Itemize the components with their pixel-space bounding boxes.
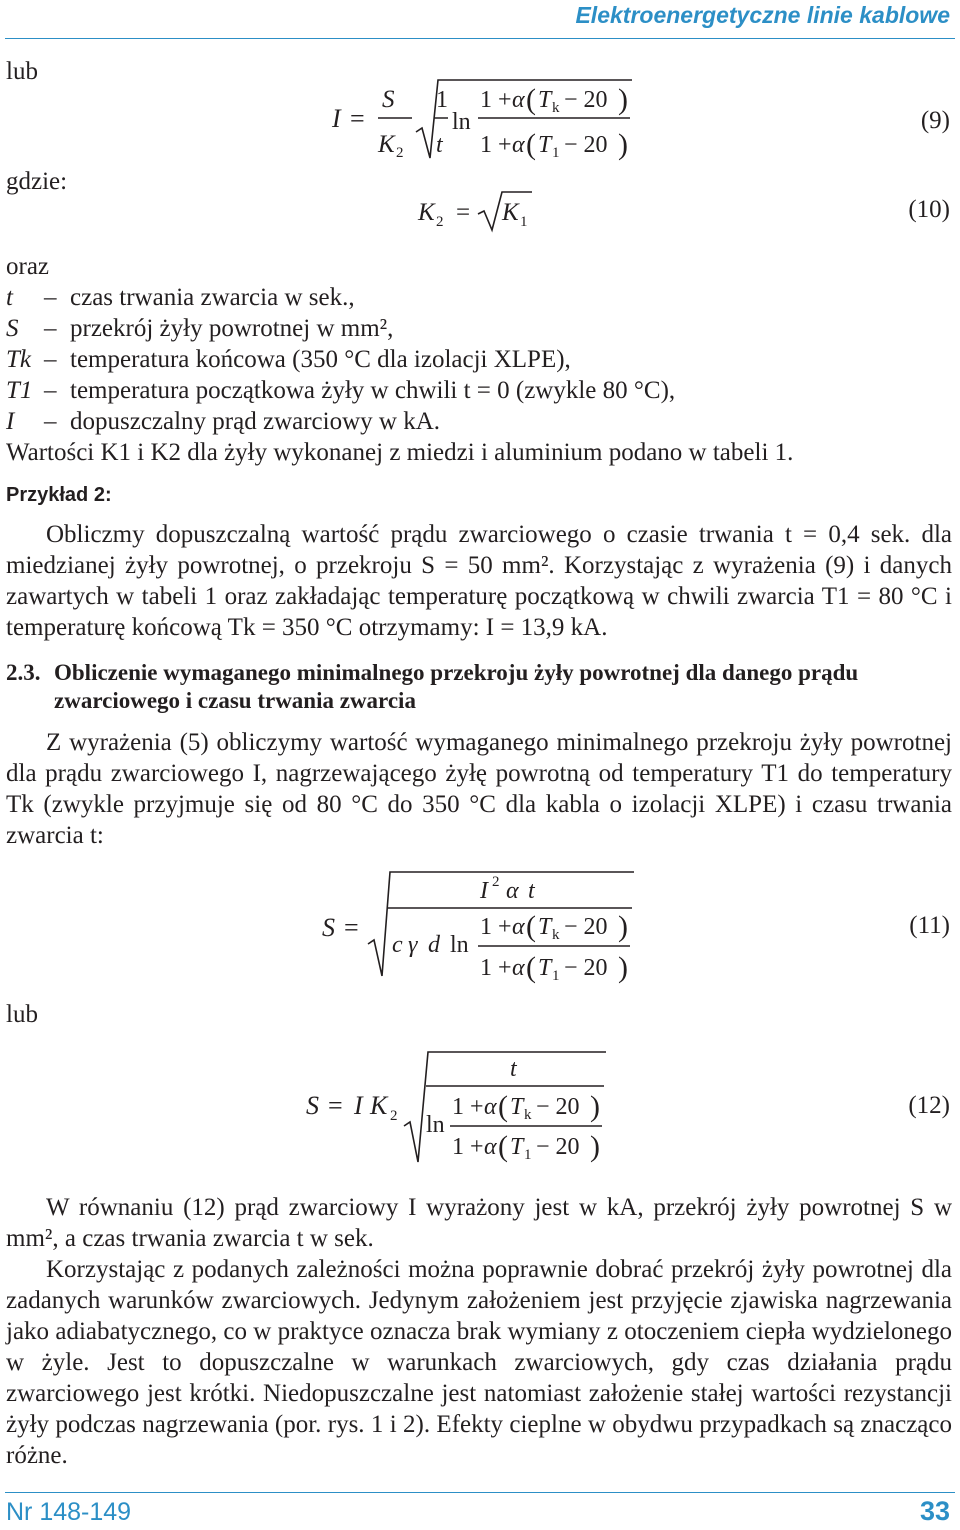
equation-number-12: (12) bbox=[908, 1092, 950, 1119]
equation-number-9: (9) bbox=[920, 107, 950, 134]
definition-i bbox=[0, 408, 960, 440]
page-number: 33 bbox=[919, 1496, 950, 1526]
svg-text:): ) bbox=[590, 1090, 600, 1123]
definition-s bbox=[0, 315, 960, 347]
definition-text: dopuszczalny prąd zwarciowy w kA. bbox=[70, 408, 441, 435]
svg-text:=: = bbox=[328, 1091, 343, 1120]
svg-text:− 20: − 20 bbox=[564, 955, 608, 981]
svg-text:(: ( bbox=[526, 128, 536, 161]
svg-text:α: α bbox=[512, 87, 525, 113]
values-sentence: Wartości K1 i K2 dla żyły wykonanej z miedzi i aluminium podano w tabeli 1. bbox=[6, 439, 794, 466]
svg-text:− 20: − 20 bbox=[564, 87, 608, 113]
svg-text:ln: ln bbox=[426, 1112, 445, 1138]
svg-text:1: 1 bbox=[524, 1147, 532, 1163]
svg-text:2: 2 bbox=[396, 145, 404, 161]
definition-symbol: S bbox=[6, 315, 19, 342]
svg-text:): ) bbox=[618, 910, 628, 943]
example-paragraph: Obliczmy dopuszczalną wartość prądu zwarciowego o czasie trwania t = 0,4 sek. dla miedzianej żyły powrotnej, o przekroju S = 50 mm². Korzystając z wyrażenia (9) i danych zawartych w tabeli 1 oraz zakładając temperaturę początkową w chwili zwarcia T1 = 80 °C i temperaturę końcową Tk = 350 °C otrzymamy: I = 13,9 kA. bbox=[6, 521, 952, 641]
svg-text:k: k bbox=[552, 927, 560, 943]
svg-text:k: k bbox=[552, 100, 560, 116]
svg-text:α: α bbox=[484, 1094, 497, 1120]
svg-text:K: K bbox=[378, 131, 395, 158]
definition-text: temperatura początkowa żyły w chwili t = 0 (zwykle 80 °C), bbox=[70, 377, 676, 404]
definition-t1 bbox=[0, 377, 960, 409]
svg-text:2: 2 bbox=[436, 214, 444, 230]
definition-dash: – bbox=[44, 346, 57, 373]
footer-divider bbox=[5, 1492, 955, 1493]
svg-text:T: T bbox=[538, 955, 552, 981]
svg-text:K: K bbox=[370, 1091, 388, 1120]
svg-text:2: 2 bbox=[390, 1108, 398, 1124]
svg-text:1 +: 1 + bbox=[480, 132, 512, 158]
section-title-line2: zwarciowego i czasu trwania zwarcia bbox=[54, 688, 416, 713]
svg-text:1: 1 bbox=[520, 214, 528, 230]
svg-text:T: T bbox=[538, 87, 552, 113]
svg-text:(: ( bbox=[498, 1130, 508, 1163]
header-divider bbox=[5, 38, 955, 39]
svg-text:(: ( bbox=[526, 910, 536, 943]
svg-text:K: K bbox=[418, 199, 435, 226]
svg-text:d: d bbox=[428, 932, 440, 958]
equation-11-formula bbox=[316, 864, 646, 984]
definition-symbol: t bbox=[6, 284, 13, 311]
svg-text:1 +: 1 + bbox=[452, 1094, 484, 1120]
issue-number: Nr 148-149 bbox=[6, 1498, 132, 1526]
svg-text:c: c bbox=[392, 932, 403, 958]
definition-text: przekrój żyły powrotnej w mm², bbox=[70, 315, 394, 342]
definition-dash: – bbox=[44, 284, 57, 311]
equation-number-11: (11) bbox=[909, 912, 950, 939]
svg-text:=: = bbox=[456, 199, 471, 226]
definition-text: temperatura końcowa (350 °C dla izolacji XLPE), bbox=[70, 346, 571, 373]
svg-text:α: α bbox=[506, 878, 519, 904]
definition-symbol: Tk bbox=[6, 346, 31, 373]
definition-t bbox=[0, 284, 960, 316]
svg-text:α: α bbox=[512, 132, 525, 158]
equation-12-formula bbox=[300, 1044, 620, 1170]
paragraph-units: W równaniu (12) prąd zwarciowy I wyrażony jest w kA, przekrój żyły powrotnej S w mm², a czas trwania zwarcia t w sek. bbox=[6, 1194, 952, 1252]
svg-text:T: T bbox=[538, 914, 552, 940]
svg-text:1: 1 bbox=[436, 87, 448, 113]
svg-text:I: I bbox=[332, 104, 341, 133]
svg-text:1 +: 1 + bbox=[480, 914, 512, 940]
svg-text:t: t bbox=[510, 1056, 517, 1082]
svg-text:(: ( bbox=[498, 1090, 508, 1123]
definition-dash: – bbox=[44, 315, 57, 342]
svg-text:): ) bbox=[618, 128, 628, 161]
svg-text:S: S bbox=[306, 1091, 319, 1120]
journal-title: Elektroenergetyczne linie kablowe bbox=[575, 2, 950, 28]
equation-number-10: (10) bbox=[908, 196, 950, 223]
paragraph-intro: Z wyrażenia (5) obliczymy wartość wymaganego minimalnego przekroju żyły powrotnej dla prądu zwarciowego I, nagrzewającego żyłę powrotną od temperatury T1 do temperatury Tk (zwykle przyjmuje się od 80 °C do 350 °C dla kabla o izolacji XLPE) i czasu trwania zwarcia t: bbox=[6, 729, 952, 849]
svg-text:1: 1 bbox=[552, 968, 560, 984]
section-number: 2.3. bbox=[6, 660, 41, 685]
svg-text:t: t bbox=[528, 878, 535, 904]
svg-text:T: T bbox=[510, 1134, 524, 1160]
definition-symbol: I bbox=[6, 408, 15, 435]
svg-text:=: = bbox=[344, 913, 359, 942]
svg-text:1 +: 1 + bbox=[480, 87, 512, 113]
svg-text:− 20: − 20 bbox=[536, 1094, 580, 1120]
svg-text:): ) bbox=[590, 1130, 600, 1163]
svg-text:− 20: − 20 bbox=[536, 1134, 580, 1160]
definition-symbol: T1 bbox=[6, 377, 33, 404]
svg-text:(: ( bbox=[526, 951, 536, 984]
definition-text: czas trwania zwarcia w sek., bbox=[70, 284, 355, 311]
svg-text:− 20: − 20 bbox=[564, 914, 608, 940]
svg-text:k: k bbox=[524, 1107, 532, 1123]
svg-text:S: S bbox=[382, 86, 395, 113]
svg-text:2: 2 bbox=[492, 874, 500, 890]
definition-dash: – bbox=[44, 408, 57, 435]
svg-text:I: I bbox=[480, 878, 488, 904]
svg-text:1 +: 1 + bbox=[480, 955, 512, 981]
example-heading: Przykład 2: bbox=[6, 484, 112, 506]
svg-text:=: = bbox=[350, 104, 365, 133]
svg-text:T: T bbox=[538, 132, 552, 158]
svg-text:K: K bbox=[502, 199, 519, 226]
svg-text:ln: ln bbox=[452, 109, 471, 135]
svg-text:1: 1 bbox=[552, 145, 560, 161]
svg-text:t: t bbox=[436, 132, 443, 158]
equation-10-formula bbox=[414, 186, 544, 236]
svg-text:S: S bbox=[322, 913, 335, 942]
equation-9-formula bbox=[320, 72, 640, 164]
svg-text:): ) bbox=[618, 951, 628, 984]
section-title-line1: Obliczenie wymaganego minimalnego przekroju żyły powrotnej dla danego prądu bbox=[54, 660, 859, 685]
paragraph-conclusion: Korzystając z podanych zależności można poprawnie dobrać przekrój żyły powrotnej dla zadanych warunków zwarciowych. Jedynym założeniem jest przyjęcie zjawiska nagrzewania jako adiabatycznego, co w praktyce oznacza brak wymiany z otoczeniem ciepła wydzielonego w żyle. Jest to dopuszczalne w warunkach zwarciowych, gdy czas działania prądu zwarciowego jest krótki. Niedopuszczalne jest natomiast założenie stałej wartości rezystancji żyły podczas nagrzewania (por. rys. 1 i 2). Efekty cieplne w obydwu przypadkach są znacząco różne. bbox=[6, 1256, 952, 1469]
svg-text:I: I bbox=[354, 1091, 363, 1120]
svg-text:α: α bbox=[512, 955, 525, 981]
label-gdzie: gdzie: bbox=[6, 168, 68, 195]
svg-text:α: α bbox=[484, 1134, 497, 1160]
svg-text:(: ( bbox=[526, 83, 536, 116]
svg-text:1 +: 1 + bbox=[452, 1134, 484, 1160]
label-lub: lub bbox=[6, 58, 38, 85]
label-oraz: oraz bbox=[6, 253, 50, 280]
definition-tk bbox=[0, 346, 960, 378]
label-lub-2: lub bbox=[6, 1001, 38, 1028]
svg-text:ln: ln bbox=[450, 932, 469, 958]
svg-text:γ: γ bbox=[408, 932, 418, 958]
svg-text:): ) bbox=[618, 83, 628, 116]
svg-text:α: α bbox=[512, 914, 525, 940]
svg-text:T: T bbox=[510, 1094, 524, 1120]
svg-text:− 20: − 20 bbox=[564, 132, 608, 158]
definition-dash: – bbox=[44, 377, 57, 404]
